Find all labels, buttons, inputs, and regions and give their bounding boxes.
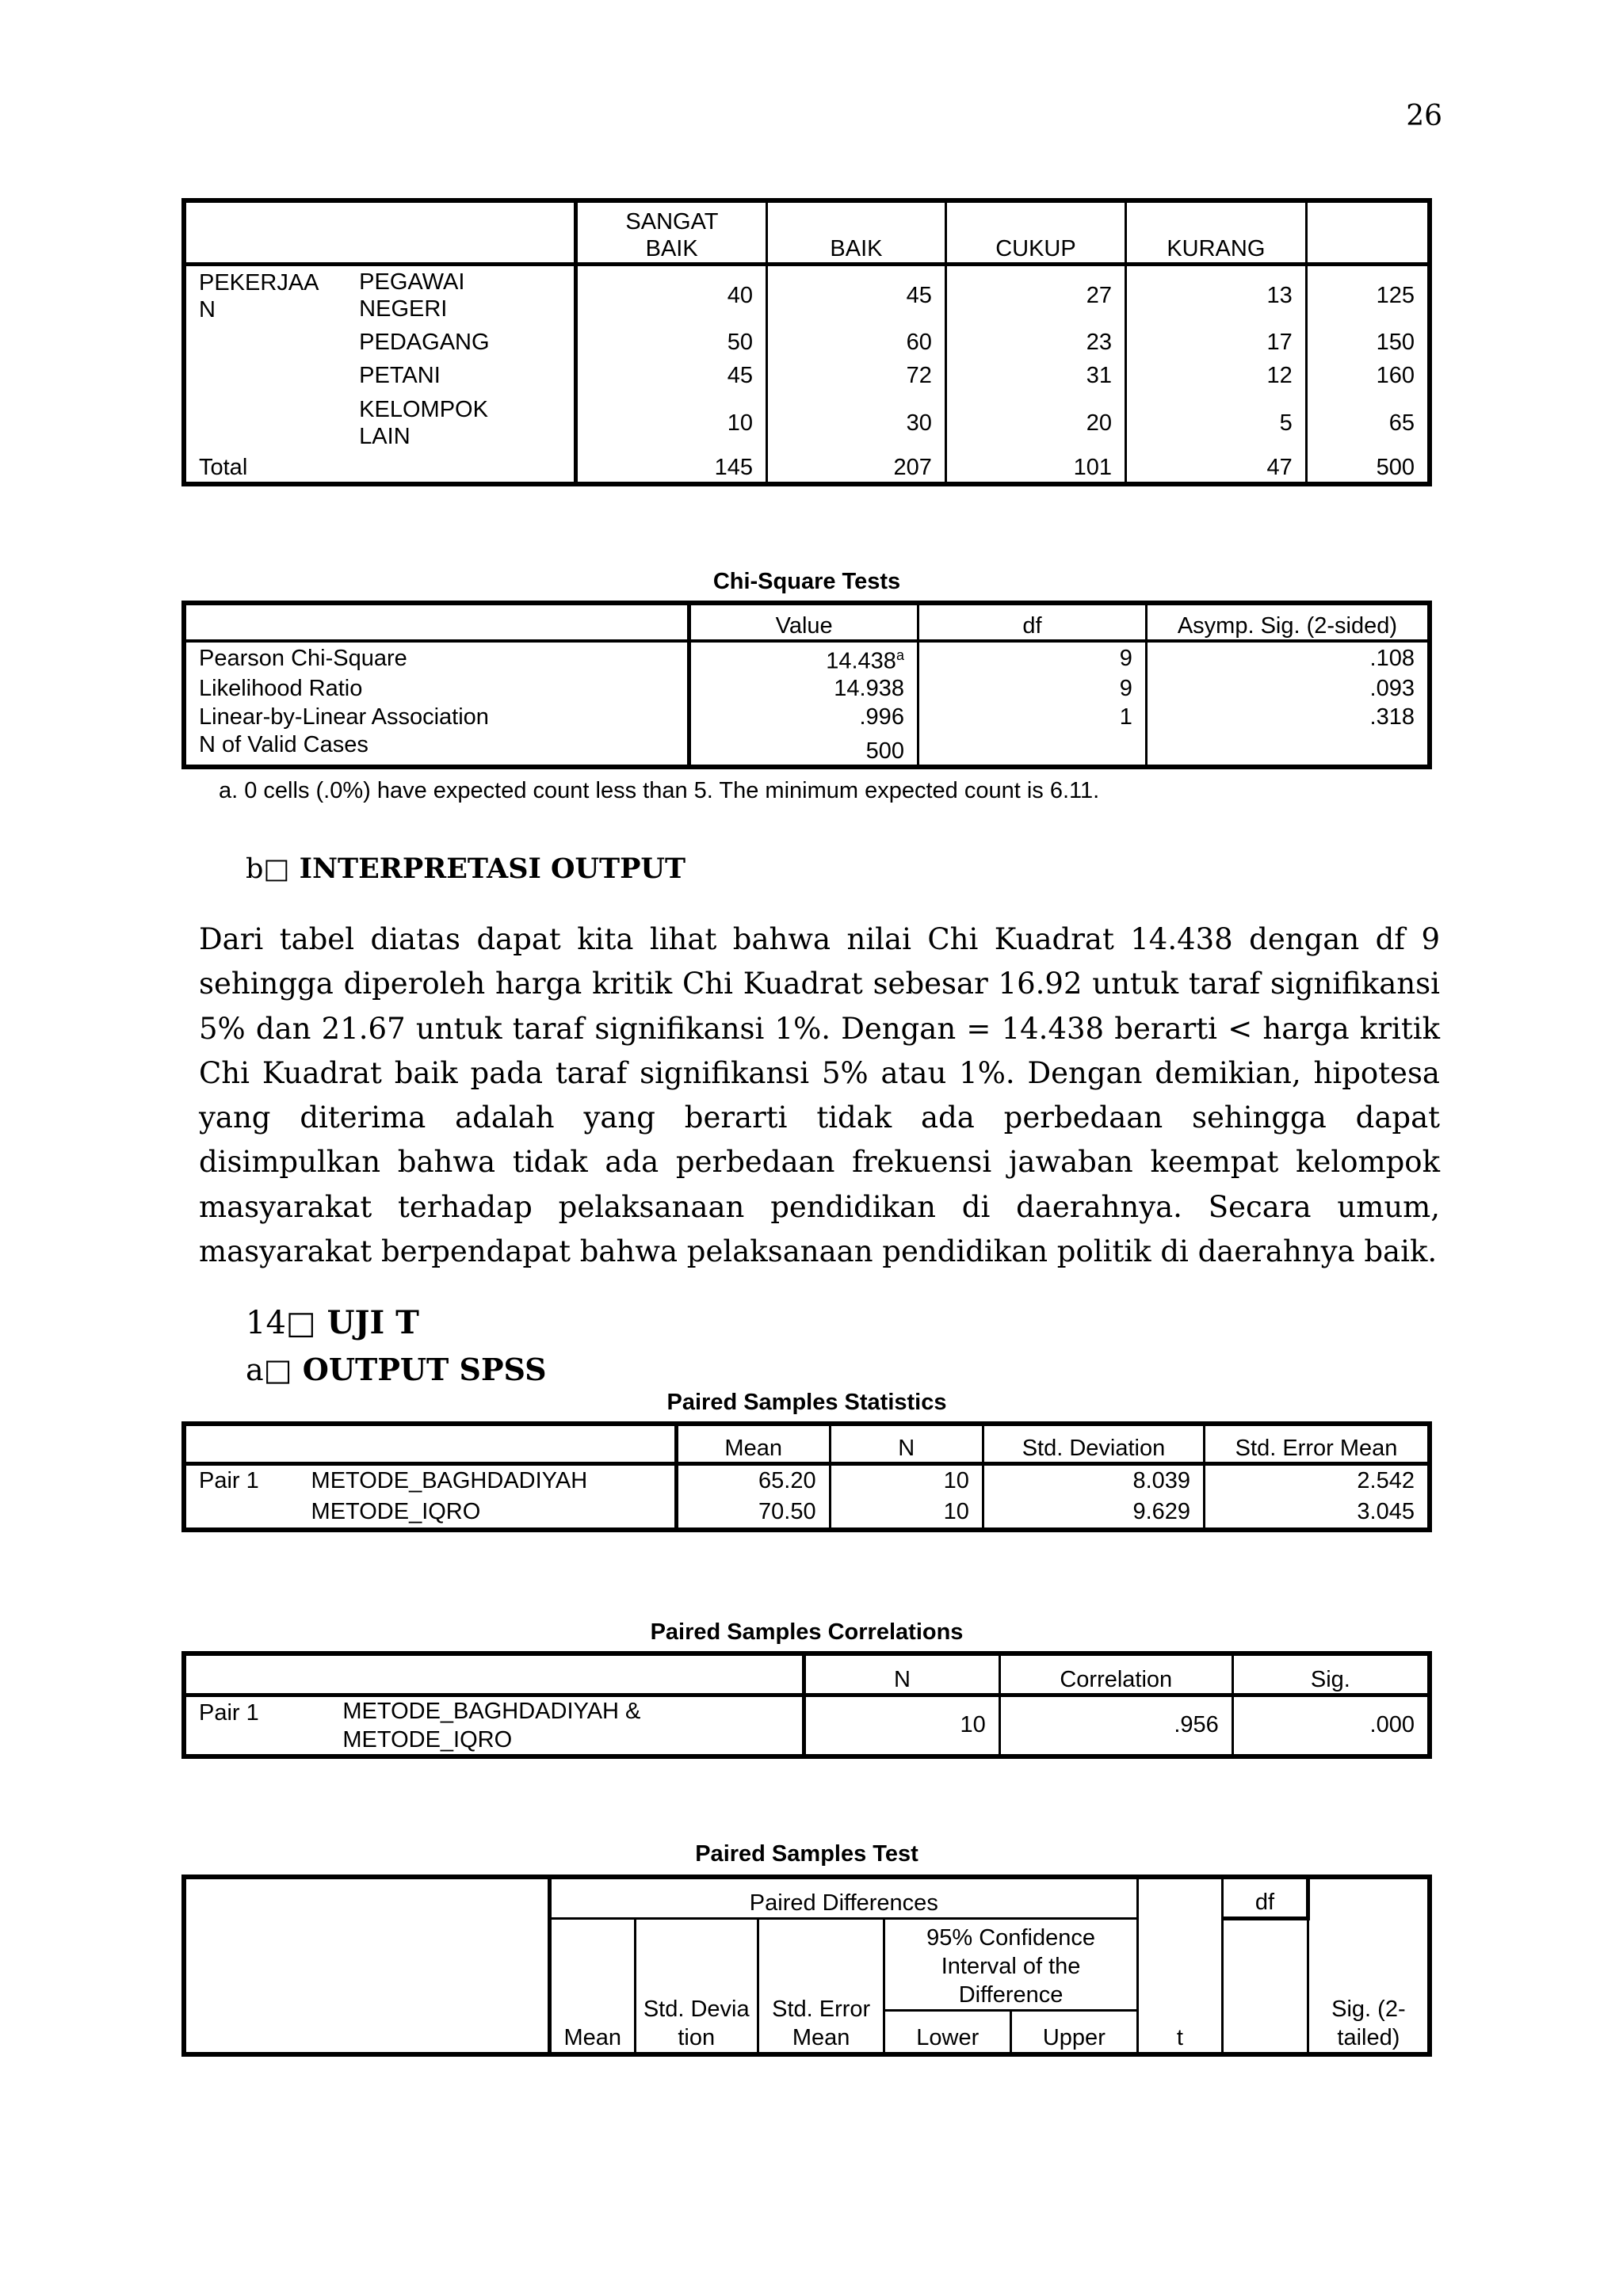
header-confidence-interval: 95% Confidence Interval of the Difference <box>884 1918 1137 2010</box>
missing-glyph-icon: □ <box>263 853 290 885</box>
paired-test-title: Paired Samples Test <box>695 1841 918 1867</box>
table-cell: 30 <box>766 392 945 454</box>
table-cell: 5 <box>1125 392 1306 454</box>
row-label: METODE_IQRO <box>299 1497 677 1530</box>
header-sangat-baik: SANGAT BAIK <box>576 200 767 264</box>
table-cell: 65 <box>1388 410 1415 436</box>
table-cell: 3.045 <box>1357 1499 1415 1524</box>
row-label: METODE_BAGHDADIYAH & METODE_IQRO <box>330 1695 804 1756</box>
pair-label: Pair 1 <box>199 1467 259 1493</box>
header-n: N <box>804 1653 999 1695</box>
table-cell: 23 <box>945 326 1125 359</box>
header-asymp-sig: Asymp. Sig. (2-sided) <box>1146 603 1430 641</box>
paired-stats-table <box>181 1421 1432 1532</box>
table-cell: 10 <box>830 1463 983 1497</box>
table-cell: 50 <box>576 326 767 359</box>
table-cell: 12 <box>1125 359 1306 392</box>
header-n: N <box>830 1424 983 1463</box>
table-cell: 8.039 <box>983 1463 1204 1497</box>
row-label: PEDAGANG <box>346 326 576 359</box>
header-upper: Upper <box>1011 2010 1138 2054</box>
table-cell: 13 <box>1125 264 1306 326</box>
table-cell: 125 <box>1376 282 1415 308</box>
table-cell: .000 <box>1369 1712 1415 1738</box>
table-cell: 14.938 <box>689 675 918 704</box>
interpretation-paragraph: Dari tabel diatas dapat kita lihat bahwa nilai Chi Kuadrat 14.438 dengan df 9 sehingga diperoleh harga kritik Chi Kuadrat sebesar 16.92 untuk taraf signifikansi 5% dan 21.67 untuk taraf signifikansi 1%. Dengan = 14.438 berarti < harga kritik Chi Kuadrat baik pada taraf signifikansi 5% atau 1%. Dengan demikian, hipotesa yang diterima adalah yang berarti tidak ada perbedaan sehingga dapat disimpulkan bahwa tidak ada perbedaan frekuensi jawaban keempat kelompok masyarakat terhadap pelaksanaan pendidikan di daerahnya. Secara umum, masyarakat berpendapat bahwa pelaksanaan pendidikan politik di daerahnya baik. <box>199 922 1440 1269</box>
missing-glyph-icon: □ <box>285 1305 316 1341</box>
crosstab-table <box>181 198 1432 486</box>
header-cukup: CUKUP <box>945 200 1125 264</box>
paired-corr-title: Paired Samples Correlations <box>650 1619 964 1645</box>
table-cell: 72 <box>766 359 945 392</box>
table-cell: 14.438$^a$ <box>689 641 918 675</box>
header-lower: Lower <box>884 2010 1011 2054</box>
chi-square-table <box>181 601 1432 769</box>
header-sig-2-tailed: Sig. (2-tailed) <box>1308 1877 1430 2054</box>
row-label: KELOMPOK LAIN <box>346 392 576 454</box>
table-cell: 40 <box>576 264 767 326</box>
table-cell: 9.629 <box>983 1497 1204 1530</box>
table-cell: 500 <box>1376 455 1415 480</box>
table-cell: 145 <box>576 454 767 484</box>
table-cell: 2.542 <box>1357 1467 1415 1493</box>
table-cell: 150 <box>1376 329 1415 355</box>
table-cell: 47 <box>1125 454 1306 484</box>
header-mean: Mean <box>676 1424 830 1463</box>
row-label: Pearson Chi-Square <box>184 641 689 675</box>
table-cell: 31 <box>945 359 1125 392</box>
table-cell: 101 <box>945 454 1125 484</box>
paired-corr-table <box>181 1651 1432 1759</box>
section-b-heading: b□ INTERPRETASI OUTPUT <box>246 852 685 885</box>
table-cell: 9 <box>918 641 1146 675</box>
total-label: Total <box>184 454 576 484</box>
table-cell: .996 <box>689 704 918 732</box>
header-std-deviation: Std. Deviation <box>635 1918 758 2054</box>
pair-label: Pair 1 <box>199 1699 259 1726</box>
header-paired-differences: Paired Differences <box>549 1877 1137 1918</box>
table-cell: .108 <box>1369 645 1415 671</box>
row-label: N of Valid Cases <box>184 732 689 767</box>
table-cell: 70.50 <box>676 1497 830 1530</box>
table-cell: 207 <box>766 454 945 484</box>
table-cell: 10 <box>576 392 767 454</box>
table-cell: 10 <box>804 1695 999 1756</box>
table-cell: 160 <box>1376 362 1415 388</box>
header-baik: BAIK <box>766 200 945 264</box>
header-std-error-mean: Std. Error Mean <box>758 1918 884 2054</box>
header-df: df <box>918 603 1146 641</box>
table-cell: .318 <box>1369 704 1415 730</box>
header-mean: Mean <box>549 1918 635 2054</box>
header-std-deviation: Std. Deviation <box>983 1424 1204 1463</box>
row-label: Likelihood Ratio <box>184 675 689 704</box>
table-cell <box>918 732 1146 767</box>
header-df: df <box>1223 1877 1308 1918</box>
header-correlation: Correlation <box>999 1653 1232 1695</box>
row-label: Linear-by-Linear Association <box>184 704 689 732</box>
header-std-error-mean: Std. Error Mean <box>1205 1424 1430 1463</box>
header-sig: Sig. <box>1232 1653 1430 1695</box>
table-cell: 10 <box>830 1497 983 1530</box>
table-cell: 65.20 <box>676 1463 830 1497</box>
header-kurang: KURANG <box>1125 200 1306 264</box>
table-cell: 17 <box>1125 326 1306 359</box>
section-14-heading: 14□ UJI T <box>246 1304 419 1341</box>
table-cell: 45 <box>576 359 767 392</box>
row-group-label: PEKERJAAN <box>199 269 319 322</box>
row-label: PETANI <box>346 359 576 392</box>
chi-square-title: Chi-Square Tests <box>712 569 901 594</box>
header-total <box>1306 200 1430 264</box>
chi-square-footnote: a. 0 cells (.0%) have expected count less than 5. The minimum expected count is 6.11. <box>219 778 1100 803</box>
paired-stats-title: Paired Samples Statistics <box>666 1390 947 1415</box>
table-cell: .956 <box>999 1695 1232 1756</box>
page-number: 26 <box>1406 100 1442 132</box>
table-cell: 1 <box>918 704 1146 732</box>
section-a-heading: a□ OUTPUT SPSS <box>246 1352 547 1387</box>
table-cell: 500 <box>689 732 918 767</box>
header-value: Value <box>689 603 918 641</box>
row-label: PEGAWAI NEGERI <box>346 264 576 326</box>
missing-glyph-icon: □ <box>263 1352 292 1387</box>
table-cell: .093 <box>1369 676 1415 702</box>
table-cell: 60 <box>766 326 945 359</box>
header-t: t <box>1137 1877 1223 2054</box>
paired-test-table <box>181 1875 1432 2057</box>
table-cell <box>1146 732 1430 767</box>
table-cell: 20 <box>945 392 1125 454</box>
row-label: METODE_BAGHDADIYAH <box>299 1463 677 1497</box>
table-cell: 27 <box>945 264 1125 326</box>
table-cell: 9 <box>918 675 1146 704</box>
table-cell: 45 <box>766 264 945 326</box>
